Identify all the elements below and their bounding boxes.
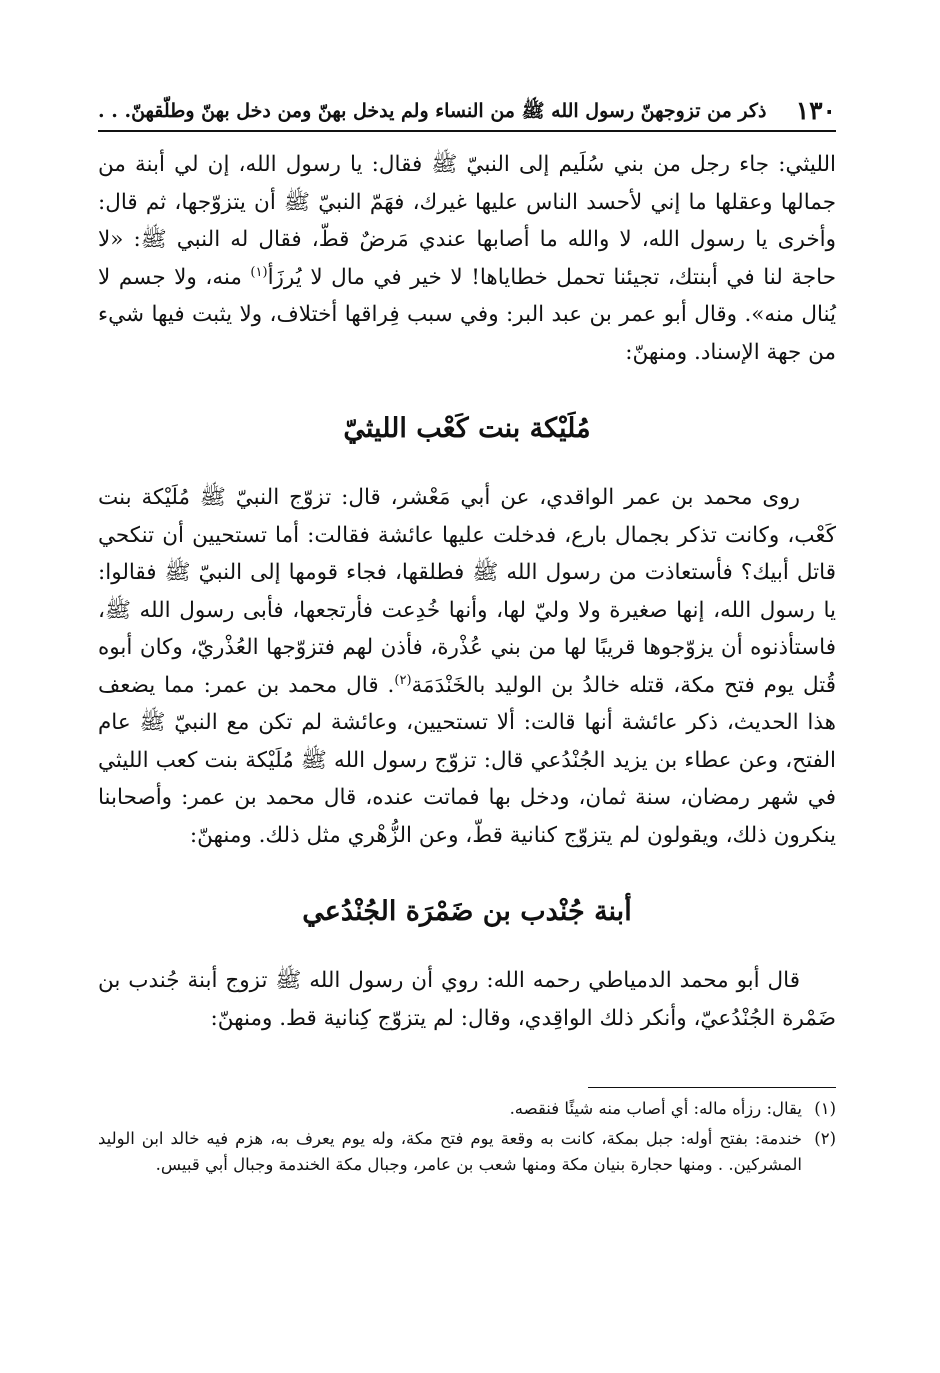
running-header <box>98 92 836 132</box>
section-title-mulaykah: مُلَيْكة بنت كَعْب الليثيّ <box>343 413 591 444</box>
section-title-ibnat-jundub: أبنة جُنْدب بن ضَمْرَة الجُنْدُعي <box>302 896 632 927</box>
body-paragraph-3: قال أبو محمد الدمياطي رحمه الله: روي أن رسول الله ﷺ تزوج أبنة جُندب بن ضَمْرة الجُنْدُعيّ، وأنكر ذلك الواقِدي، وقال: لم يتزوّج كِنانية قط. ومنهنّ: <box>98 968 836 1031</box>
footnote-divider <box>588 1087 836 1088</box>
page-number: ١٣٠ <box>795 96 836 125</box>
footnote-ref-2: (٢) <box>394 672 412 688</box>
footnote-1 <box>98 1096 836 1122</box>
running-header-title: ذكر من تزوجهنّ رسول الله ﷺ من النساء ولم يدخل بهنّ ومن دخل بهنّ وطلّقهنّ. . . <box>98 100 767 122</box>
paragraph-1-text: الليثي: جاء رجل من بني سُلَيم إلى النبيّ ﷺ فقال: يا رسول الله، إن لي أبنة من جمالها وعقلها ما إني لأحسد الناس عليها غيرك، فهَمّ النبيّ ﷺ أن يتزوّجها، ثم قال: وأخرى يا رسول الله، لا والله ما أصابها عندي مَرضٌ قطّ، فقال له النبي ﷺ: «لا حاجة لنا في أبنتك، تجيئنا تحمل خطاياها! لا خير في مال لا يُرزَأ <box>98 152 836 290</box>
paragraph-2-continuation: . قال محمد بن عمر: مما يضعف هذا الحديث، ذكر عائشة أنها قالت: ألا تستحيين، وعائشة لم تكن مع النبيّ ﷺ عام الفتح، وعن عطاء بن يزيد الجُنْدُعي قال: تزوّج رسول الله ﷺ مُلَيْكة بنت كعب الليثي في شهر رمضان، سنة ثمان، ودخل بها فماتت عنده، قال محمد بن عمر: وأصحابنا ينكرون ذلك، ويقولون لم يتزوّج كنانية قطّ، وعن الزُّهْري مثل ذلك. ومنهنّ: <box>98 672 836 848</box>
footnote-2-number: (٢) <box>814 1129 836 1148</box>
footnote-1-number: (١) <box>814 1099 836 1118</box>
footnote-2-text: خندمة: بفتح أوله: جبل بمكة، كانت به وقعة يوم فتح مكة، وله يوم يعرف به، هزم فيه خالد ابن الوليد المشركين. . ومنها حجارة بنيان مكة ومنها شعب بن عامر، وجبال مكة الخندمة وجبال أبي قبيس. <box>98 1129 802 1174</box>
book-page <box>98 92 836 1182</box>
paragraph-1-continuation: منه، ولا جسم لا يُنال منه». وقال أبو عمر بن عبد البر: وفي سبب فِراقها أختلاف، ولا يثبت فيها شيء من جهة الإسناد. ومنهنّ: <box>98 264 836 365</box>
body-paragraph-2 <box>98 479 836 854</box>
body-paragraph-1 <box>98 146 836 371</box>
footnote-ref-1: (١) <box>250 264 268 280</box>
paragraph-2-text: روى محمد بن عمر الواقدي، عن أبي مَعْشر، قال: تزوّج النبيّ ﷺ مُلَيْكة بنت كَعْب، وكانت تذكر بجمال بارع، فدخلت عليها عائشة فقالت: أما تستحيين أن تنكحي قاتل أبيك؟ فأستعاذت من رسول الله ﷺ فطلقها، فجاء قومها إلى النبيّ ﷺ فقالوا: يا رسول الله، إنها صغيرة ولا وليّ لها، وأنها خُدِعت فأرتجعها، فأبى رسول الله ﷺ، فاستأذنوه أن يزوّجوها قريبًا لها من بني عُذْرة، فأذن لهم فتزوّجها العُذْريّ، وكان أبوه قُتل يوم فتح مكة، قتله خالدُ بن الوليد بالخَنْدَمَة <box>98 485 837 698</box>
footnote-1-text: يقال: رزأه ماله: أي أصاب منه شيئًا فنقصه. <box>509 1099 802 1118</box>
footnote-2 <box>98 1126 836 1178</box>
